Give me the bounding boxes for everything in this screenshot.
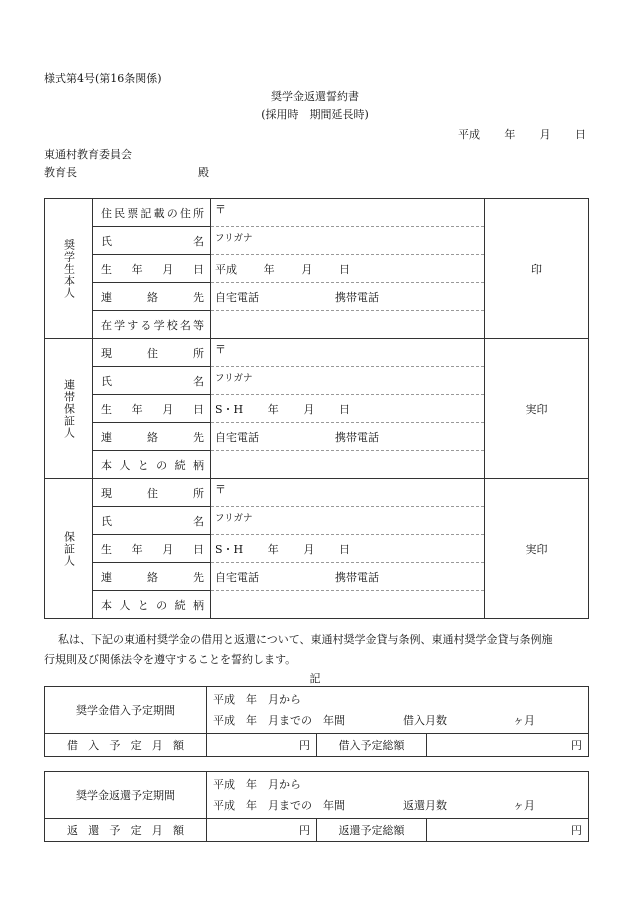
field-label-char: 住 — [147, 346, 158, 360]
furigana-label: フリガナ — [215, 233, 253, 244]
field-value-cell[interactable] — [211, 507, 485, 535]
label-char: 月 — [151, 824, 163, 837]
field-label-char: 日 — [192, 262, 204, 276]
borrow-period-label: 奨学金借入予定期間 — [45, 687, 207, 734]
field-label-cell — [93, 255, 211, 283]
field-label-char: 柄 — [192, 598, 204, 612]
field-value-cell[interactable] — [211, 535, 485, 563]
field-value-cell[interactable] — [211, 479, 485, 507]
field-label-char: 所 — [193, 346, 204, 360]
field-label-char: と — [137, 458, 149, 472]
field-label-char: す — [127, 318, 139, 332]
field-label-cell — [93, 535, 211, 563]
field-label-cell — [93, 563, 211, 591]
field-label — [101, 513, 204, 529]
field-label-char: 連 — [101, 570, 112, 584]
field-label-char: 日 — [192, 402, 204, 416]
date-part: 日 — [338, 402, 350, 416]
ki-heading: 記 — [309, 672, 321, 685]
field-label-char: 絡 — [147, 430, 158, 444]
field-label-cell — [93, 591, 211, 619]
field-label — [101, 541, 204, 557]
phone-label: 自宅電話 — [215, 290, 259, 304]
label-char: 定 — [130, 824, 142, 837]
date-year: 年 — [504, 128, 516, 141]
group-label-cell — [45, 339, 93, 479]
group-label: 連帯保証人 — [62, 378, 76, 439]
field-label-char: の — [156, 458, 168, 472]
field-label-char: 人 — [119, 598, 131, 612]
date-part: 日 — [338, 262, 350, 276]
field-value-cell[interactable] — [211, 339, 485, 367]
field-value-cell[interactable] — [211, 199, 485, 227]
field-label — [101, 373, 204, 389]
date-month: 月 — [539, 128, 551, 141]
seal-cell[interactable] — [485, 339, 589, 479]
phone-value — [215, 289, 484, 305]
field-label-cell — [93, 451, 211, 479]
date-part: 平成 — [215, 262, 237, 276]
page-title: 奨学金返還誓約書 — [271, 90, 359, 103]
phone-value — [215, 569, 484, 585]
table-row — [45, 199, 589, 227]
field-label-char: 所 — [192, 206, 204, 220]
form-number: 様式第4号(第16条関係) — [44, 72, 162, 85]
label-char: 入 — [88, 739, 100, 752]
field-label-char: 学 — [114, 318, 126, 332]
field-label-cell — [93, 507, 211, 535]
field-value-cell[interactable] — [211, 367, 485, 395]
repay-monthly-value[interactable]: 円 — [207, 819, 317, 842]
field-label-char: 本 — [101, 598, 112, 612]
field-label-char: 先 — [193, 290, 204, 304]
phone-label: 携帯電話 — [335, 290, 379, 304]
field-label-char: 現 — [101, 346, 112, 360]
field-value-cell[interactable] — [211, 423, 485, 451]
field-label — [101, 345, 204, 361]
field-label-char: 学 — [153, 318, 165, 332]
field-label — [101, 289, 204, 305]
date-part: S・H — [215, 402, 244, 416]
field-label-cell — [93, 283, 211, 311]
field-value-cell[interactable] — [211, 283, 485, 311]
date-era: 平成 — [458, 128, 480, 141]
field-value-cell[interactable] — [211, 395, 485, 423]
field-label-cell — [93, 199, 211, 227]
field-label — [101, 233, 204, 249]
field-label-char: 氏 — [101, 234, 112, 248]
field-label-char: 続 — [174, 598, 186, 612]
repay-total-value[interactable]: 円 — [427, 819, 589, 842]
field-label-char: 等 — [192, 318, 204, 332]
field-label-cell — [93, 479, 211, 507]
page-subtitle: (採用時 期間延長時) — [261, 108, 369, 121]
phone-label: 携帯電話 — [335, 570, 379, 584]
field-label-char: 日 — [192, 542, 204, 556]
date-day: 日 — [574, 128, 586, 141]
field-label-cell — [93, 227, 211, 255]
field-label — [101, 457, 204, 473]
field-label-char: 年 — [131, 402, 143, 416]
label-char: 予 — [109, 824, 121, 837]
table-row — [45, 339, 589, 367]
field-label-char: と — [137, 598, 149, 612]
date-part: 年 — [267, 402, 279, 416]
label-char: 返 — [67, 824, 78, 837]
field-label-char: 生 — [101, 262, 112, 276]
date-line — [458, 126, 586, 142]
field-label-char: 校 — [166, 318, 178, 332]
field-label — [101, 401, 204, 417]
group-label: 奨学生本人 — [62, 238, 76, 299]
field-value-cell[interactable] — [211, 591, 485, 619]
field-label-char: 月 — [162, 262, 174, 276]
borrow-monthly-value[interactable]: 円 — [207, 734, 317, 757]
table-row — [45, 479, 589, 507]
date-value — [215, 261, 350, 277]
phone-label: 自宅電話 — [215, 570, 259, 584]
seal-cell[interactable] — [485, 479, 589, 619]
phone-value — [215, 429, 484, 445]
label-char: 還 — [88, 824, 100, 837]
date-part: 年 — [263, 262, 275, 276]
borrow-monthly-label — [45, 734, 207, 757]
field-label — [101, 205, 204, 221]
date-value — [215, 401, 350, 417]
date-part: 日 — [338, 542, 350, 556]
group-label-cell — [45, 199, 93, 339]
field-label-char: 現 — [101, 486, 112, 500]
field-label-char: 在 — [101, 318, 112, 332]
field-label-char: 月 — [162, 542, 174, 556]
furigana-label: フリガナ — [215, 373, 253, 384]
field-label-cell — [93, 367, 211, 395]
addressee-title: 教育長 — [44, 166, 77, 179]
field-label-char: 住 — [101, 206, 112, 220]
borrow-total-value[interactable]: 円 — [427, 734, 589, 757]
group-label: 保証人 — [62, 530, 76, 567]
label-char: 定 — [130, 739, 142, 752]
field-label-char: 生 — [101, 402, 112, 416]
field-label-char: 先 — [193, 570, 204, 584]
field-label-char: 本 — [101, 458, 112, 472]
field-label-cell — [93, 311, 211, 339]
date-part: 年 — [267, 542, 279, 556]
borrow-total-label: 借入予定総額 — [317, 734, 427, 757]
field-label-char: 年 — [131, 542, 143, 556]
field-value-cell[interactable] — [211, 451, 485, 479]
pledge-text-line2: 行規則及び関係法令を遵守することを誓約します。 — [44, 653, 297, 666]
date-part: 月 — [303, 402, 315, 416]
field-value-cell[interactable] — [211, 311, 485, 339]
field-label — [101, 317, 204, 333]
field-label-char: 柄 — [192, 458, 204, 472]
field-label-char: 続 — [174, 458, 186, 472]
field-label-char: の — [156, 598, 168, 612]
seal-label: 印 — [531, 262, 542, 276]
field-label-char: 年 — [131, 262, 143, 276]
field-label — [101, 261, 204, 277]
phone-label: 自宅電話 — [215, 430, 259, 444]
field-label-char: 月 — [162, 402, 174, 416]
field-label-char: 人 — [119, 458, 131, 472]
field-label-char: 票 — [127, 206, 139, 220]
date-value — [215, 541, 350, 557]
field-label — [101, 569, 204, 585]
field-value-cell[interactable] — [211, 255, 485, 283]
field-label-char: 連 — [101, 430, 112, 444]
repay-total-label: 返還予定総額 — [317, 819, 427, 842]
label-char: 予 — [109, 739, 121, 752]
field-label-char: 絡 — [147, 570, 158, 584]
field-label — [101, 597, 204, 613]
date-part: S・H — [215, 542, 244, 556]
addressee-org: 東通村教育委員会 — [44, 148, 132, 161]
repay-period-value[interactable]: 平成 年 月から 平成 年 月までの 年間 返還月数 ヶ月 — [207, 772, 589, 819]
field-label-char: の — [166, 206, 178, 220]
field-label-char: 載 — [153, 206, 165, 220]
postal-mark: 〒 — [215, 343, 226, 356]
field-label-char: 生 — [101, 542, 112, 556]
field-label — [101, 485, 204, 501]
field-label-char: 名 — [193, 234, 204, 248]
postal-mark: 〒 — [215, 203, 226, 216]
date-part: 月 — [303, 542, 315, 556]
repay-table — [44, 771, 589, 842]
honorific: 殿 — [198, 166, 209, 179]
pledge-text-line1: 私は、下記の東通村奨学金の借用と返還について、東通村奨学金貸与条例、東通村奨学金貸与条例施 — [58, 633, 553, 646]
label-char: 額 — [172, 739, 184, 752]
field-label-cell — [93, 423, 211, 451]
postal-mark: 〒 — [215, 483, 226, 496]
field-label-char: 住 — [147, 486, 158, 500]
seal-label: 実印 — [525, 542, 548, 556]
field-label-char: 絡 — [147, 290, 158, 304]
field-label — [101, 429, 204, 445]
borrow-table — [44, 686, 589, 757]
field-label-char: 連 — [101, 290, 112, 304]
field-label-char: 住 — [179, 206, 191, 220]
field-label-char: 名 — [193, 374, 204, 388]
seal-cell[interactable] — [485, 199, 589, 339]
field-label-char: 記 — [140, 206, 152, 220]
date-part: 月 — [301, 262, 313, 276]
field-label-char: 先 — [193, 430, 204, 444]
phone-label: 携帯電話 — [335, 430, 379, 444]
repay-period-label: 奨学金返還予定期間 — [45, 772, 207, 819]
field-label-cell — [93, 395, 211, 423]
label-char: 月 — [151, 739, 163, 752]
field-label-char: 名 — [179, 318, 191, 332]
label-char: 借 — [67, 739, 78, 752]
field-label-char: 民 — [114, 206, 126, 220]
field-label-char: 所 — [193, 486, 204, 500]
borrow-period-value[interactable]: 平成 年 月から 平成 年 月までの 年間 借入月数 ヶ月 — [207, 687, 589, 734]
field-label-char: 名 — [193, 514, 204, 528]
pledge-table — [44, 198, 589, 619]
field-value-cell[interactable] — [211, 563, 485, 591]
seal-label: 実印 — [525, 402, 548, 416]
field-label-char: る — [140, 318, 152, 332]
field-label-cell — [93, 339, 211, 367]
field-label-char: 氏 — [101, 374, 112, 388]
repay-monthly-label — [45, 819, 207, 842]
field-value-cell[interactable] — [211, 227, 485, 255]
group-label-cell — [45, 479, 93, 619]
furigana-label: フリガナ — [215, 513, 253, 524]
label-char: 額 — [172, 824, 184, 837]
field-label-char: 氏 — [101, 514, 112, 528]
